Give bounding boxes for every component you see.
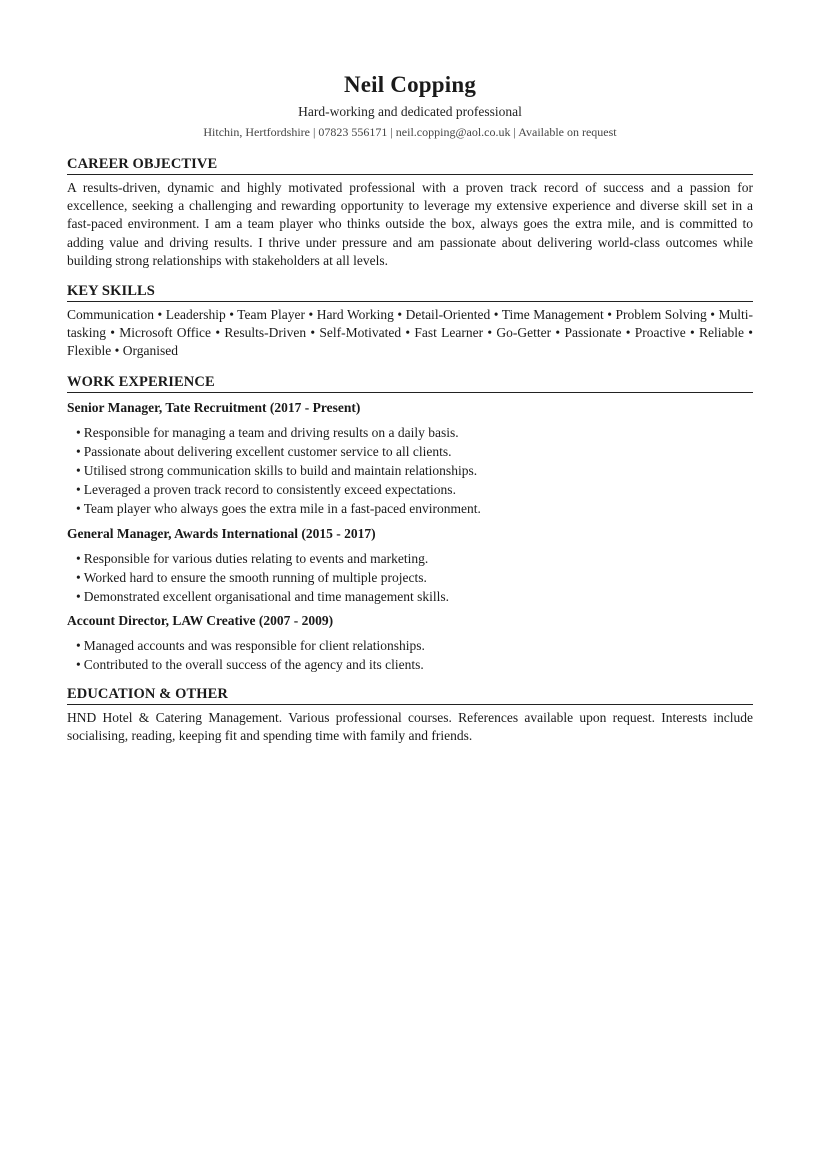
job-bullet (76, 480, 753, 499)
bullet-icon: • (76, 569, 81, 585)
section-title-objective: CAREER OBJECTIVE (67, 155, 753, 175)
job-bullet-list (67, 549, 753, 607)
bullet-icon: • (76, 589, 81, 605)
section-title-skills: KEY SKILLS (67, 282, 753, 302)
job-bullet-list (67, 636, 753, 674)
job-bullet (76, 549, 753, 568)
section-title-experience: WORK EXPERIENCE (67, 373, 753, 393)
section-work-experience (67, 373, 753, 675)
bullet-icon: • (76, 424, 81, 440)
job-bullet (76, 587, 753, 606)
job-title: Account Director, LAW Creative (2007 - 2009) (67, 613, 334, 629)
job-bullet-text: Leveraged a proven track record to consistently exceed expectations. (83, 482, 456, 498)
job-bullet (76, 499, 753, 518)
job-bullet (76, 636, 753, 655)
job-bullet (76, 655, 753, 674)
job-entry (67, 399, 753, 519)
job-entry (67, 612, 753, 674)
bullet-icon: • (76, 638, 81, 654)
job-bullet-list (67, 423, 753, 519)
job-bullet-text: Demonstrated excellent organisational and time management skills. (83, 589, 450, 605)
bullet-icon: • (76, 501, 81, 517)
job-bullet (76, 568, 753, 587)
bullet-icon: • (76, 482, 81, 498)
job-bullet-text: Contributed to the overall success of the agency and its clients. (83, 657, 424, 673)
section-key-skills (67, 282, 753, 361)
job-bullet (76, 423, 753, 442)
section-career-objective (67, 155, 753, 270)
job-title: General Manager, Awards International (2015 - 2017) (67, 525, 376, 541)
job-bullet-text: Managed accounts and was responsible for client relationships. (83, 638, 425, 654)
objective-text: A results-driven, dynamic and highly motivated professional with a proven track record of success and a passion for excellence, seeking a challenging and rewarding opportunity to leverage my extensive experience and diverse skill set in a fast-paced environment. I am a team player who thinks outside the box, always goes the extra mile, and is committed to adding value and driving results. I thrive under pressure and am passionate about delivering world-class outcomes while building strong relationships with stakeholders at all levels. (67, 180, 753, 268)
job-bullet-text: Responsible for various duties relating to events and marketing. (83, 550, 429, 566)
contact-line: Hitchin, Hertfordshire | 07823 556171 | neil.copping@aol.co.uk | Available on request (203, 125, 617, 139)
section-title-education: EDUCATION & OTHER (67, 685, 753, 705)
education-text: HND Hotel & Catering Management. Various professional courses. References available upon request. Interests include socialising, reading, keeping fit and spending time with family and friends. (67, 709, 753, 743)
bullet-icon: • (76, 657, 81, 673)
bullet-icon: • (76, 443, 81, 459)
job-bullet-text: Team player who always goes the extra mile in a fast-paced environment. (83, 501, 481, 517)
job-title: Senior Manager, Tate Recruitment (2017 - Present) (67, 399, 361, 415)
job-bullet-text: Passionate about delivering excellent customer service to all clients. (83, 443, 452, 459)
skills-text: Communication • Leadership • Team Player • Hard Working • Detail-Oriented • Time Management • Problem Solving • Multi-tasking • Microsoft Office • Results-Driven • Self-Motivated • Fast Learner • Go-Getter • Passionate • Proactive • Reliable • Flexible • Organised (67, 307, 753, 359)
resume-header (67, 70, 753, 141)
job-bullet (76, 442, 753, 461)
job-bullet-text: Worked hard to ensure the smooth running of multiple projects. (83, 569, 427, 585)
job-bullet (76, 461, 753, 480)
bullet-icon: • (76, 550, 81, 566)
job-entry (67, 525, 753, 607)
job-bullet-text: Responsible for managing a team and driving results on a daily basis. (83, 424, 459, 440)
job-bullet-text: Utilised strong communication skills to build and maintain relationships. (83, 463, 478, 479)
candidate-name: Neil Copping (343, 72, 477, 97)
candidate-tagline: Hard-working and dedicated professional (298, 104, 522, 119)
section-education (67, 685, 753, 745)
bullet-icon: • (76, 463, 81, 479)
